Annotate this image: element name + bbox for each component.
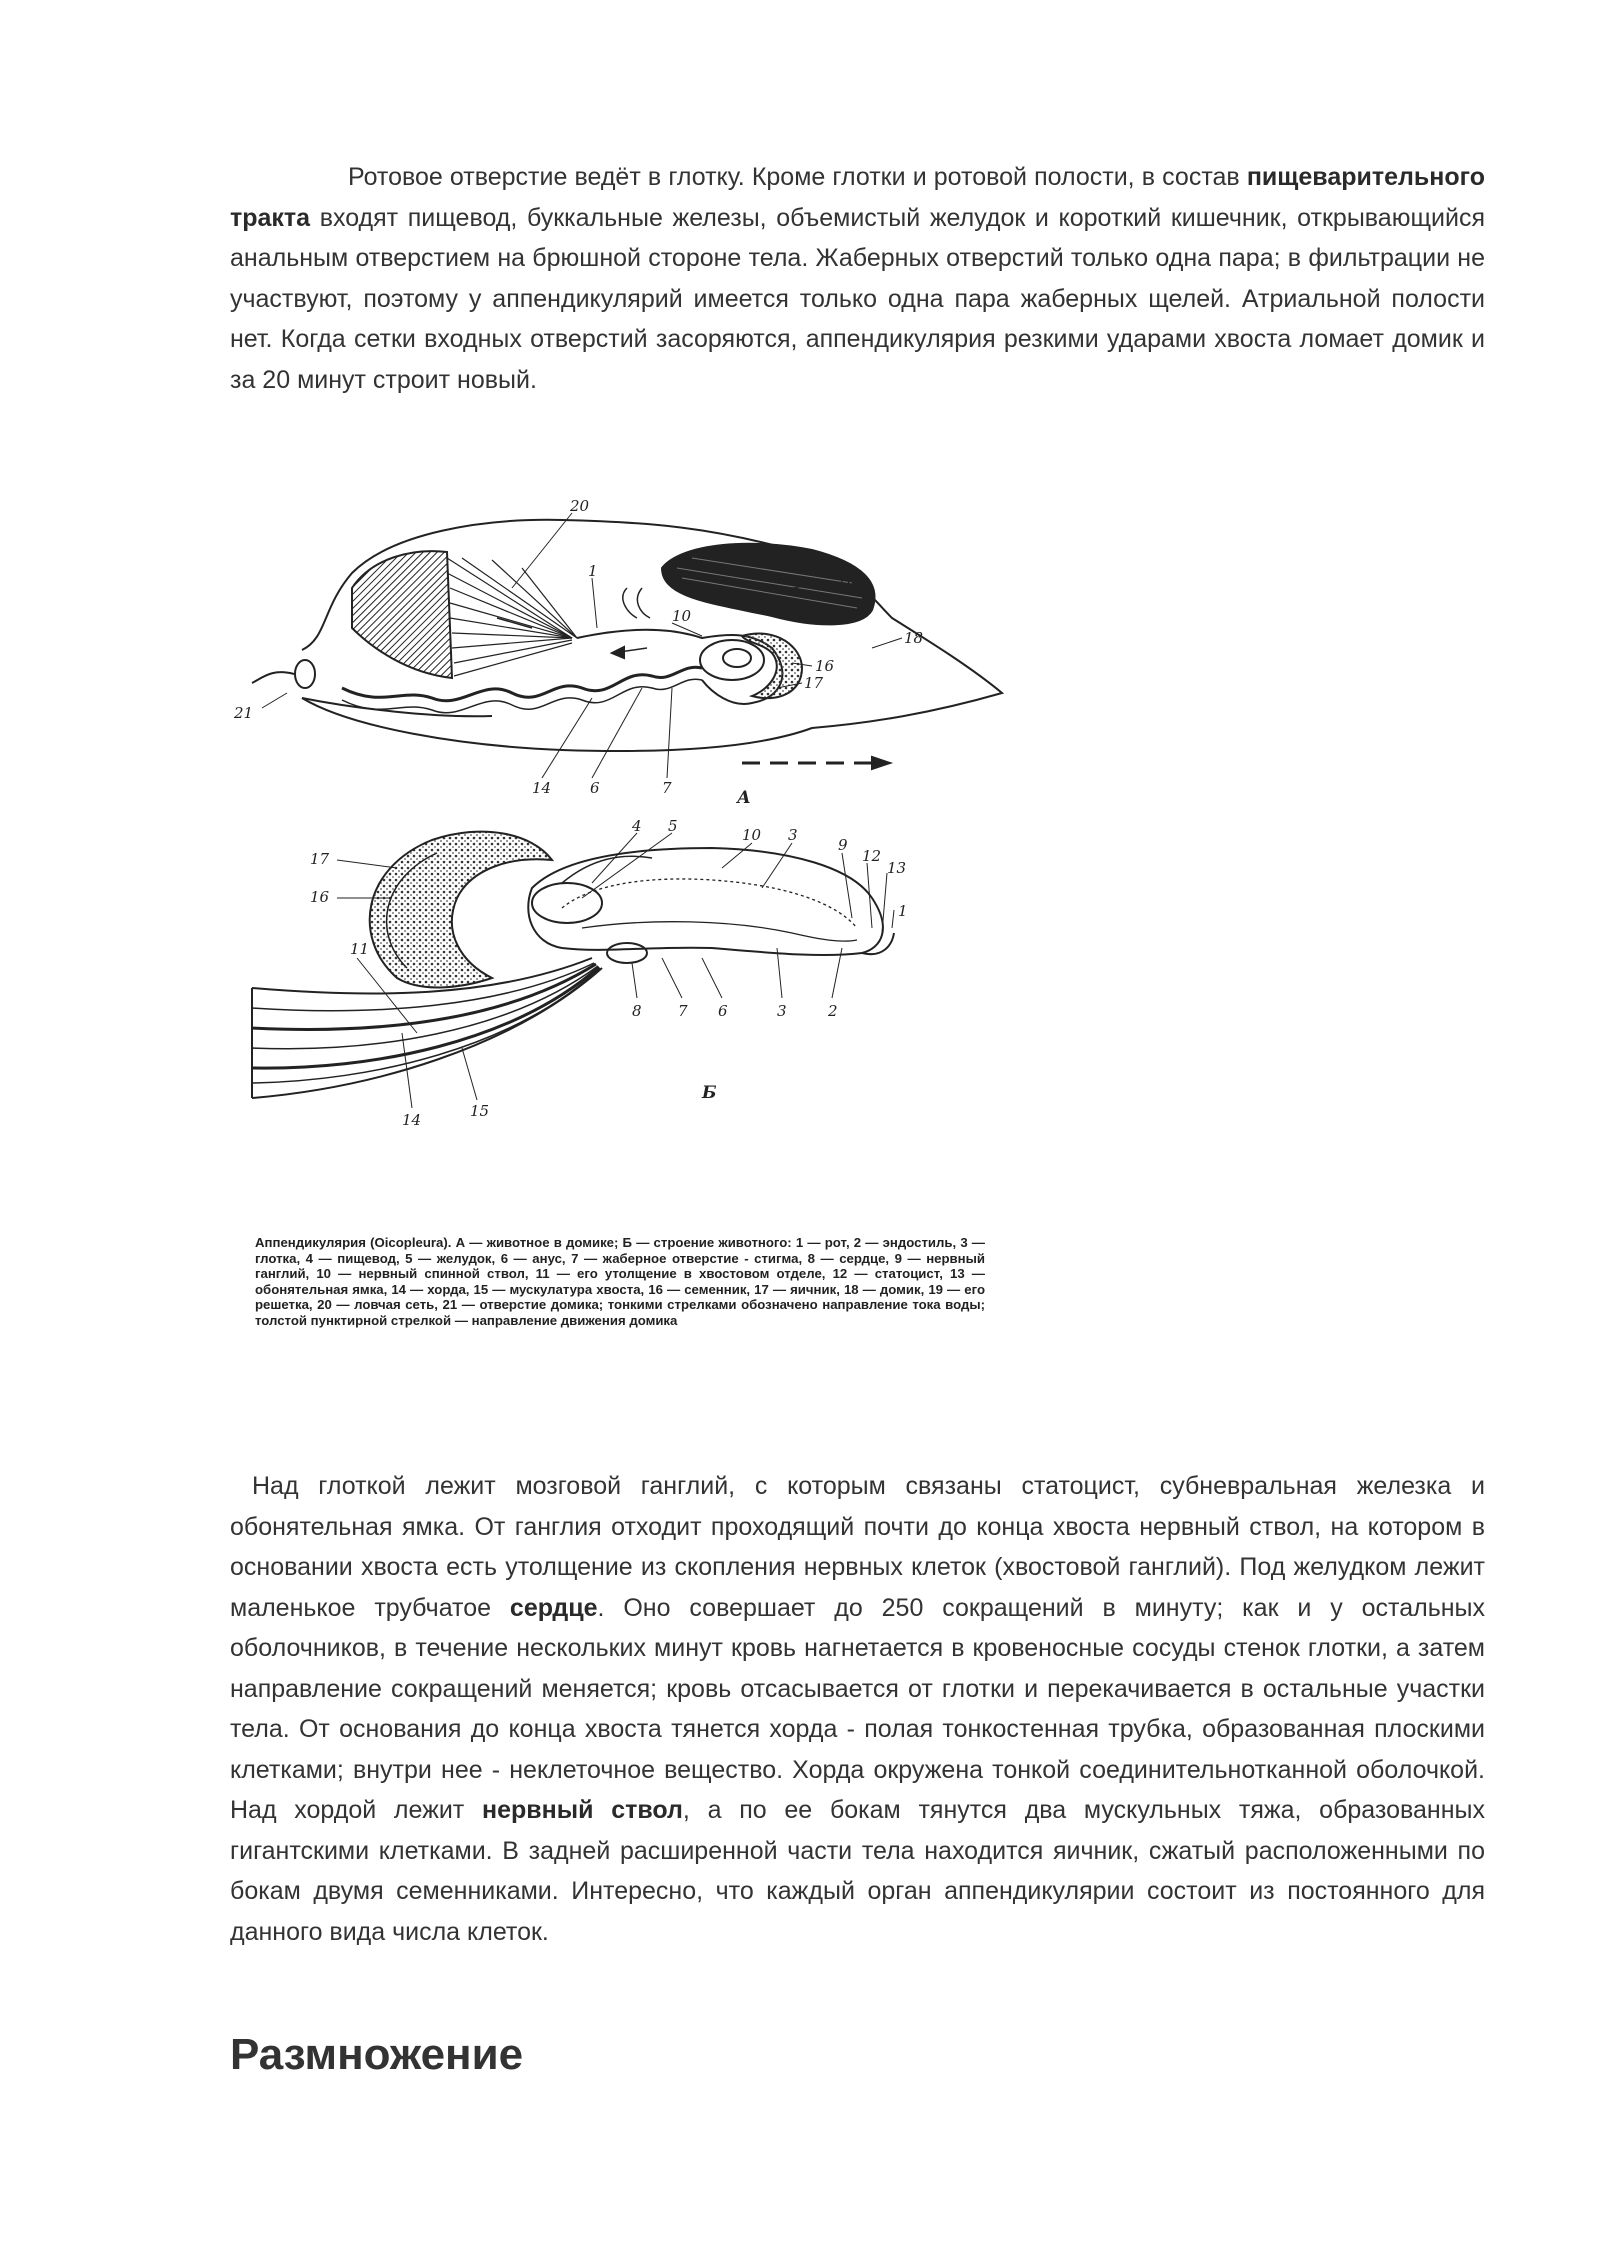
paragraph-text: . Оно совершает до 250 сокращений в минуту; как и у остальных оболочников, в течение нескольких минут кровь нагнетается в кровеносные сосуды стенок глотки, а затем направление сокращений меняется; кровь отсасывается от глотки и перекачивается в остальные участки тела. От основания до конца хвоста тянется хорда - полая тонкостенная трубка, образованная плоскими клетками; внутри нее - неклеточное вещество. Хорда окружена тонкой соединительнотканной оболочкой. Над хордой лежит (230, 1593, 1485, 1824)
tail-in-house (342, 667, 702, 701)
label-6: 6 (718, 1002, 728, 1020)
label-14: 14 (532, 779, 552, 797)
figure-a (252, 513, 1002, 778)
label-figure-b: Б (702, 1083, 717, 1103)
label-11: 11 (350, 940, 370, 958)
movement-arrow-head (872, 757, 890, 769)
label-19: 19 (837, 574, 857, 592)
label-10: 10 (672, 607, 692, 625)
house-top-tube (623, 588, 650, 618)
label-16: 16 (815, 657, 835, 675)
pharynx-inner (562, 879, 857, 928)
bold-term-heart: сердце (509, 1593, 598, 1622)
paragraph-text: Ротовое отверстие ведёт в глотку. Кроме глотки и ротовой полости, в состав (348, 163, 1247, 191)
appendicularia-figure (232, 488, 1032, 1128)
label-3: 3 (777, 1002, 787, 1020)
trunk-b (528, 848, 883, 955)
label-figure-a: А (737, 788, 751, 808)
label-21: 21 (234, 704, 254, 722)
label-9: 9 (838, 836, 848, 854)
water-arrow-head (612, 647, 624, 658)
paragraph-text: входят пищевод, буккальные железы, объемистый желудок и короткий кишечник, открывающийся анальным отверстием на брюшной стороне тела. Жаберных отверстий только одна пара; в фильтрации не участвуют, поэтому у аппендикулярий имеется только одна пара жаберных щелей. Атриальной полости нет. Когда сетки входных отверстий засоряются, аппендикулярия резкими ударами хвоста ломает домик и за 20 минут строит новый. (230, 203, 1485, 394)
label-7: 7 (678, 1002, 688, 1020)
label-1: 1 (588, 562, 598, 580)
house-ventral-line (302, 698, 492, 716)
label-15: 15 (470, 1102, 490, 1120)
label-7: 7 (662, 779, 672, 797)
house-opening-line (252, 672, 294, 683)
label-10: 10 (742, 826, 762, 844)
paragraph-nervous-system (230, 1466, 1485, 1952)
figure-b (252, 832, 894, 1108)
paragraph-text: , а по ее бокам тянутся два мускульных тяжа, образованных гигантскими клетками. В задней расширенной части тела находится яичник, сжатый расположенными по бокам двумя семенниками. Интересно, что каждый орган аппендикулярии состоит из постоянного для данного вида числа клеток. (230, 1796, 1486, 1946)
label-14: 14 (402, 1111, 422, 1128)
label-8: 8 (632, 1002, 642, 1020)
endostyle-line (582, 922, 857, 941)
label-5: 5 (668, 817, 678, 835)
animal-trunk (700, 640, 764, 680)
esophagus (562, 856, 652, 883)
label-1: 1 (898, 902, 908, 920)
bold-term-nerve-cord: нервный ствол (482, 1796, 683, 1824)
label-13: 13 (887, 859, 907, 877)
label-6: 6 (590, 779, 600, 797)
label-20: 20 (570, 497, 590, 515)
stomach-b (532, 883, 602, 923)
label-2: 2 (828, 1002, 838, 1020)
feeding-net-lines (447, 558, 577, 676)
figure-caption: Аппендикулярия (Oicopleura). А — животное в домике; Б — строение животного: 1 — рот, 2 — эндостиль, 3 — глотка, 4 — пищевод, 5 — желудок, 6 — анус, 7 — жаберное отверстие - стигма, 8 — сердце, 9 — нервный ганглий, 10 — нервный спинной ствол, 11 — его утолщение в хвостовом отделе, 12 — статоцист, 13 — обонятельная ямка, 14 — хорда, 15 — мускулатура хвоста, 16 — семенник, 17 — яичник, 18 — домик, 19 — его решетка, 20 — ловчая сеть, 21 — отверстие домика; тонкими стрелками обозначено направление тока воды; толстой пунктирной стрелкой — направление движения домика (255, 1235, 985, 1328)
label-18: 18 (904, 629, 924, 647)
paragraph-digestive (230, 157, 1485, 400)
label-3: 3 (788, 826, 798, 844)
section-heading: Размножение (230, 2030, 524, 2079)
label-12: 12 (862, 847, 882, 865)
filter-net (352, 551, 452, 678)
anatomy-diagram (232, 488, 1032, 1128)
heart (607, 943, 647, 963)
stomach-a (723, 649, 751, 667)
gonads-b (370, 832, 552, 988)
label-4: 4 (632, 817, 642, 835)
bold-term-digestive-tract: пищеварительного тракта (230, 163, 1485, 232)
paragraph-text: Над глоткой лежит мозговой ганглий, с которым связаны статоцист, субневральная железка и обонятельная ямка. От ганглия отходит проходящий почти до конца хвоста нервный ствол, на котором в основании хвоста есть утолщение из скопления нервных клеток (хвостовой ганглий). Под желудком лежит маленькое трубчатое (230, 1472, 1485, 1622)
house-opening (295, 660, 315, 688)
labels-figure-a (233, 497, 923, 808)
label-16: 16 (310, 888, 330, 906)
label-17: 17 (804, 674, 824, 692)
label-17: 17 (310, 850, 330, 868)
